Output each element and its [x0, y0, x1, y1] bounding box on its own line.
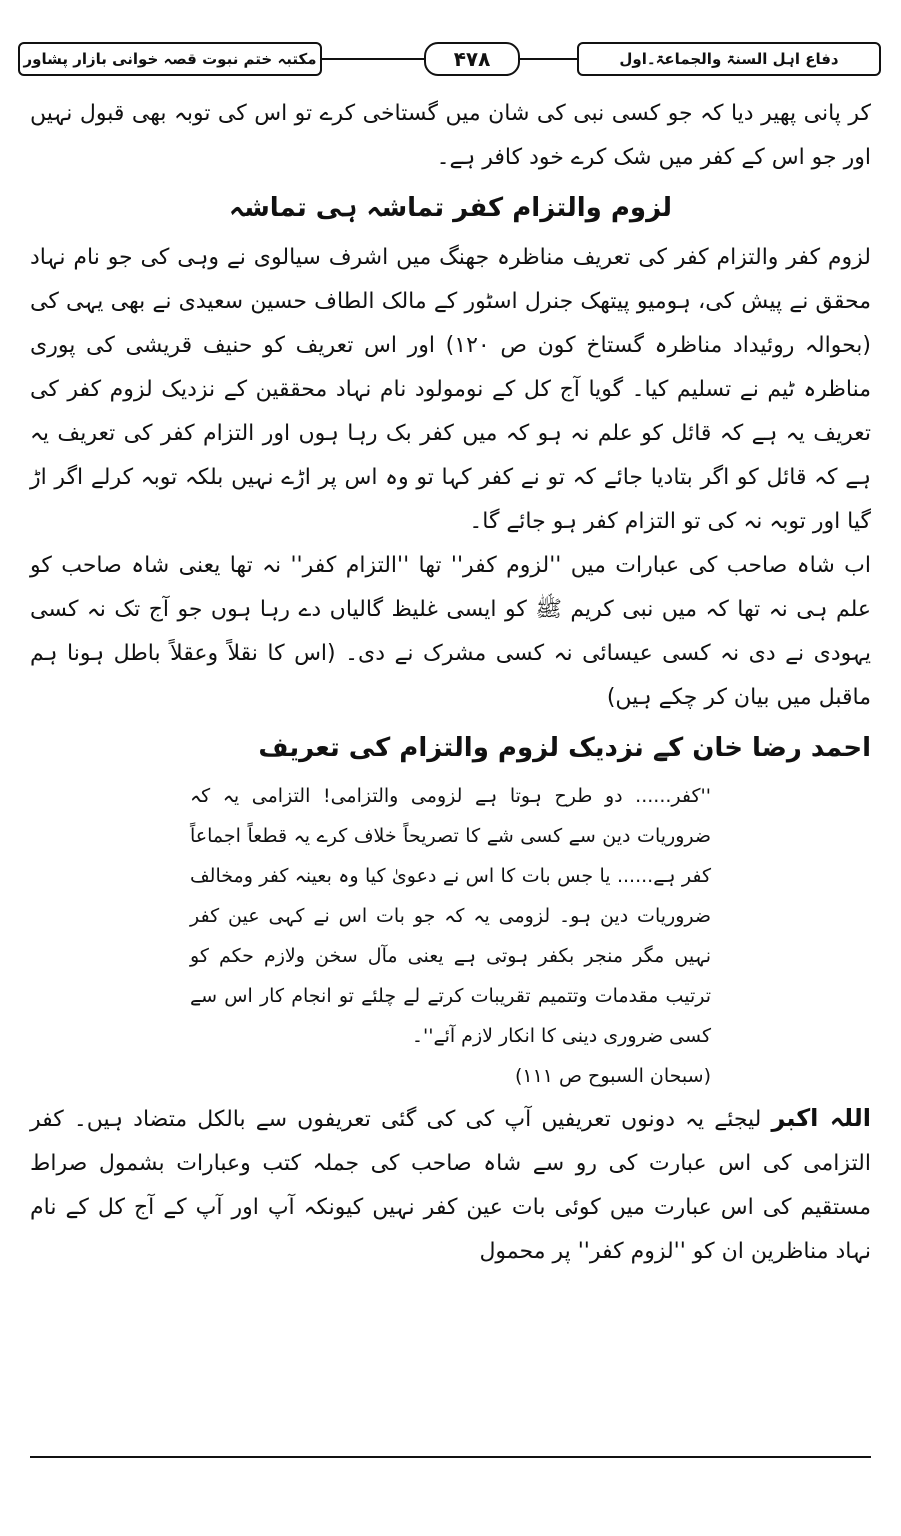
paragraph-conclusion-text: لیجئے یہ دونوں تعریفیں آپ کی کی گئی تعریفوں سے بالکل متضاد ہیں۔ کفر التزامی کی اس عبارت کی رو سے شاہ صاحب کی جملہ کتب وعبارات بشمول صراط مستقیم کی اس عبارت میں کوئی بات عین کفر نہیں کیونکہ آپ اور آپ کے آج کل کے نام نہاد مناظرین ان کو ''لزوم کفر'' پر محمول [30, 1107, 871, 1264]
heading-ahmad-raza: احمد رضا خان کے نزدیک لزوم والتزام کی تعریف [258, 733, 871, 763]
header-publisher: مکتبہ ختم نبوت قصہ خوانی بازار پشاور [18, 42, 322, 76]
footer-rule [30, 1456, 871, 1458]
quote-reference: (سبحان السبوح ص ۱۱۱) [514, 1065, 711, 1087]
paragraph-intro: کر پانی پھیر دیا کہ جو کسی نبی کی شان میں گستاخی کرے تو اس کی توبہ بھی قبول نہیں اور جو اس کے کفر میں شک کرے خود کافر ہے۔ [30, 101, 871, 170]
paragraph-shah-sahib: اب شاہ صاحب کی عبارات میں ''لزوم کفر'' تھا ''التزام کفر'' نہ تھا یعنی شاہ صاحب کو علم ہی نہ تھا کہ میں نبی کریم ﷺ کو ایسی غلیظ گالیاں دے رہا ہوں جو آج تک نہ کسی یہودی نے دی نہ کسی عیسائی نہ کسی مشرک نے دی۔ (اس کا نقلاً وعقلاً باطل ہونا ہم ماقبل میں بیان کر چکے ہیں) [30, 553, 871, 710]
page-header [18, 38, 881, 82]
page-number: ۴۷۸ [424, 42, 520, 76]
page-content [30, 92, 871, 1274]
heading-luzum-iltizam: لزوم والتزام کفر تماشہ ہی تماشہ [228, 193, 673, 223]
header-book-title: دفاع اہل السنۃ والجماعۃ۔اول [577, 42, 881, 76]
paragraph-conclusion [30, 1096, 871, 1274]
allah-akbar-emphasis: اللہ اکبر [771, 1104, 871, 1132]
quote-block: ''کفر...... دو طرح ہوتا ہے لزومی والتزامی! التزامی یہ کہ ضروریات دین سے کسی شے کا تصریحاً خلاف کرے یہ قطعاً اجماعاً کفر ہے...... یا جس بات کا اس نے دعویٰ کیا وہ بعینہ کفر ومخالف ضروریات دین ہو۔ لزومی یہ کہ جو بات اس نے کہی عین کفر نہیں مگر منجر بکفر ہوتی ہے یعنی مآل سخن ولازم حکم کو ترتیب مقدمات وتتمیم تقریبات کرتے لے چلئے تو انجام کار اس سے کسی ضروری دینی کا انکار لازم آئے''۔ [190, 785, 711, 1047]
paragraph-definition: لزوم کفر والتزام کفر کی تعریف مناظرہ جھنگ میں اشرف سیالوی نے وہی کی جو نام نہاد محقق نے پیش کی، ہومیو پیتھک جنرل اسٹور کے مالک الطاف حسین سعیدی نے بھی یہی کی (بحوالہ روئیداد مناظرہ گستاخ کون ص ۱۲۰) اور اس تعریف کو حنیف قریشی کی پوری مناظرہ ٹیم نے تسلیم کیا۔ گویا آج کل کے نومولود نام نہاد محققین کے نزدیک لزوم کفر کی تعریف یہ ہے کہ قائل کو علم نہ ہو کہ میں کفر بک رہا ہوں اور التزام کفر کی تعریف یہ ہے کہ قائل کو اگر بتادیا جائے کہ تو نے کفر کہا تو وہ اس پر اڑے نہیں بلکہ توبہ کرلے اگر اڑ گیا اور توبہ نہ کی تو التزام کفر ہو جائے گا۔ [30, 245, 871, 534]
